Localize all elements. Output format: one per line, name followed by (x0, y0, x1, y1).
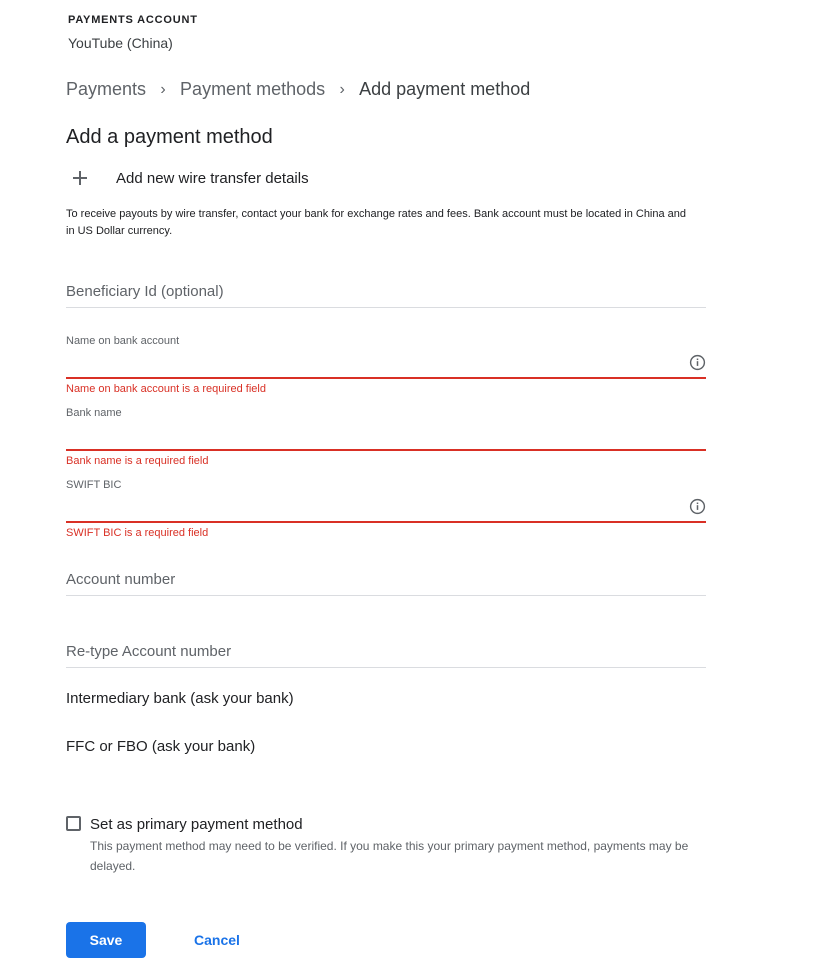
primary-payment-label[interactable]: Set as primary payment method (90, 816, 303, 833)
swift-bic-field[interactable] (66, 479, 706, 543)
beneficiary-id-placeholder: Beneficiary Id (optional) (66, 283, 224, 300)
swift-bic-error: SWIFT BIC is a required field (66, 527, 209, 539)
name-on-account-error: Name on bank account is a required field (66, 383, 266, 395)
info-icon[interactable] (689, 354, 706, 371)
payments-account-label: PAYMENTS ACCOUNT (68, 14, 198, 26)
name-on-account-label: Name on bank account (66, 335, 180, 347)
add-wire-transfer-button[interactable] (66, 166, 309, 190)
chevron-right-icon: › (160, 80, 166, 98)
save-button[interactable]: Save (66, 922, 146, 958)
payments-account-name: YouTube (China) (68, 35, 173, 51)
ffc-fbo-toggle[interactable]: FFC or FBO (ask your bank) (66, 738, 256, 755)
bank-name-field[interactable] (66, 407, 706, 471)
cancel-button[interactable]: Cancel (180, 922, 254, 958)
breadcrumb-payment-methods[interactable]: Payment methods (180, 79, 326, 99)
primary-payment-description: This payment method may need to be verified. If you make this your primary payment method, payments may be delayed. (90, 839, 689, 873)
name-on-account-field[interactable] (66, 335, 706, 399)
section-title: Add a payment method (66, 126, 273, 148)
bank-name-error: Bank name is a required field (66, 455, 209, 467)
breadcrumb-add-payment-method: Add payment method (359, 79, 531, 99)
bank-name-label: Bank name (66, 407, 122, 419)
swift-bic-label: SWIFT BIC (66, 479, 122, 491)
intermediary-bank-toggle[interactable]: Intermediary bank (ask your bank) (66, 690, 294, 707)
swift-bic-underline (66, 521, 706, 523)
plus-icon (66, 166, 94, 190)
bank-name-underline (66, 449, 706, 451)
chevron-right-icon: › (339, 80, 345, 98)
account-number-placeholder: Account number (66, 571, 176, 588)
retype-account-number-placeholder: Re-type Account number (66, 643, 232, 660)
beneficiary-id-field[interactable] (66, 280, 706, 310)
retype-account-number-underline (66, 667, 706, 668)
beneficiary-id-underline (66, 307, 706, 308)
primary-payment-checkbox[interactable] (66, 816, 81, 831)
account-number-field[interactable] (66, 568, 706, 598)
wire-transfer-info: To receive payouts by wire transfer, contact your bank for exchange rates and fees. Bank account must be located in China and in US Dollar currency. (66, 208, 687, 237)
add-wire-transfer-label: Add new wire transfer details (116, 169, 309, 187)
info-icon[interactable] (689, 498, 706, 515)
breadcrumb-payments[interactable]: Payments (66, 79, 147, 99)
account-number-underline (66, 595, 706, 596)
retype-account-number-field[interactable] (66, 640, 706, 670)
name-on-account-underline (66, 377, 706, 379)
breadcrumb (66, 79, 530, 100)
